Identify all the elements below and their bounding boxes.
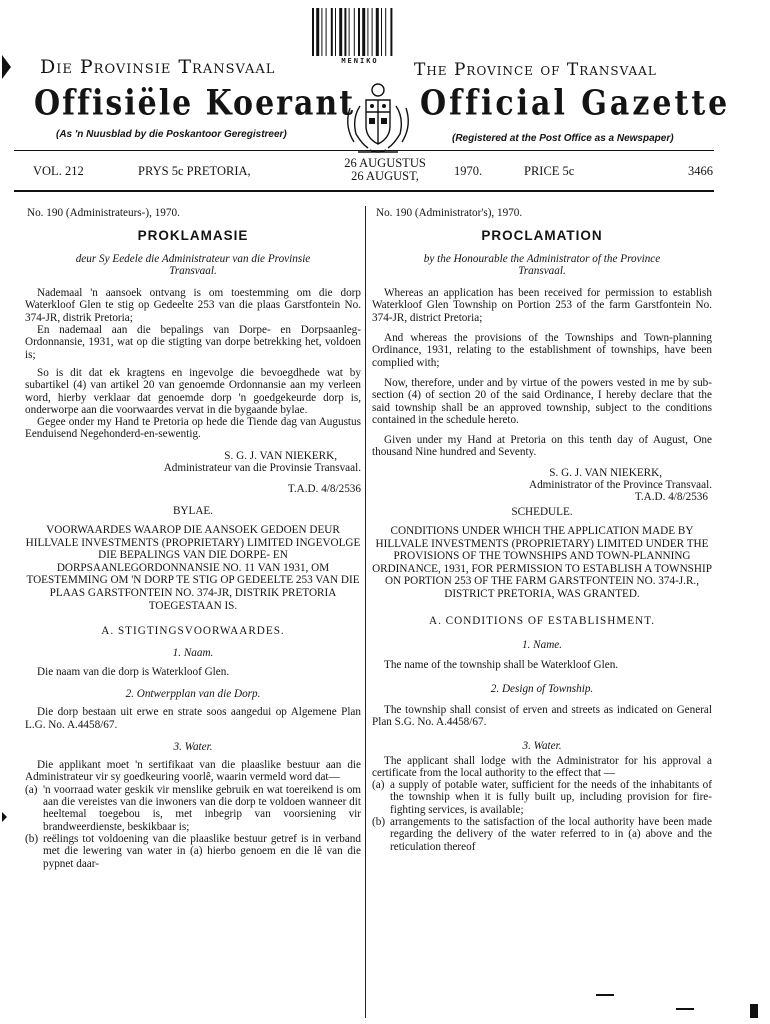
barcode-bar [339,8,342,56]
barcode-text: MENIKO [318,56,402,66]
province-en: The Province of Transvaal [414,60,657,80]
section-heading: A. STIGTINGSVOORWAARDES. [101,625,285,638]
barcode [310,8,410,63]
list-label: (a) [372,779,385,792]
province-af: Die Provinsie Transvaal [40,56,276,78]
schedule-heading: BYLAE. [172,504,214,517]
reference: T.A.D. 4/8/2536 [634,491,708,504]
list-label: (b) [372,816,386,829]
paragraph: Whereas an application has been received for permission to establish Waterkloof Glen Township on Portion 253 of the farm Garstfontein No. 374-JR, district Pretoria; [372,287,712,324]
barcode-bar [358,8,360,56]
barcode-bar [354,8,355,56]
heading: PROKLAMASIE [137,228,249,244]
paragraph: Nademaal 'n aansoek ontvang is om toestemming om die dorp Waterkloof Glen te stig op Gedeelte 253 van die plaas Garstfontein No. 374-JR, distrik Pretoria; [25,287,361,324]
barcode-bar [344,8,346,56]
subsection-heading: 2. Design of Township. [490,683,594,696]
barcode-bar [376,8,379,56]
list-item [25,833,361,870]
title-en: Official Gazette [420,83,731,124]
signature-name: S. G. J. VAN NIEKERK, [224,449,337,462]
paragraph: En nademaal aan die bepalings van Dorpe- en Dorpsaanleg-Ordonnansie, 1931, wat op die stigting van dorpe betrekking het, voldoen is; [25,324,361,361]
signature-name: S. G. J. VAN NIEKERK, [549,466,662,479]
subsection-heading: 3. Water. [173,740,213,753]
subsection-heading: 3. Water. [522,740,562,753]
paragraph: So is dit dat ek kragtens en ingevolge die bevoegdhede wat by subartikel (4) van artikel 20 van genoemde Ordonnansie aan my verleen word, hierby verklaar dat genoemde dorp 'n goedgekeurde dorp is, onderworpe aan die voorwaardes vervat in die bygaande bylae. [25,366,361,416]
scan-artifact [676,1008,694,1010]
paragraph: Die dorp bestaan uit erwe en strate soos aangedui op Algemene Plan L.G. No. A.4458/67. [25,706,361,731]
paragraph: Given under my Hand at Pretoria on this tenth day of August, One thousand Nine hundred and Seventy. [372,434,712,459]
paragraph: And whereas the provisions of the Townships and Town-planning Ordinance, 1931, relating to the establishment of townships, have been complied with; [372,332,712,369]
subtitle-en: (Registered at the Post Office as a Newspaper) [452,133,674,144]
paragraph: The township shall consist of erven and streets as indicated on General Plan S.G. No. A.4458/67. [372,703,712,728]
barcode-bar [335,8,336,56]
rule-bottom [14,190,714,192]
byline: by the Honourable the Administrator of the Province Transvaal. [423,252,661,277]
coat-of-arms-icon [338,78,418,156]
issue-number: 3466 [688,164,713,178]
list-text: arrangements to the satisfaction of the local authority have been made regarding the delivery of the water referred to in (a) above and the reticulation thereof [390,816,712,853]
subsection-heading: 2. Ontwerpplan van die Dorp. [125,687,261,700]
list-item [372,816,712,853]
list-item [372,779,712,816]
column-afrikaans [25,207,361,870]
price-af: PRYS 5c PRETORIA, [138,164,251,178]
column-divider [365,206,366,1018]
list-label: (b) [25,832,39,845]
paragraph: The applicant shall lodge with the Administrator for his approval a certificate from the local authority to the effect that — [372,754,712,779]
volume: VOL. 212 [33,164,84,178]
scan-artifact [750,1004,758,1018]
reference: T.A.D. 4/8/2536 [287,483,361,496]
list-text: 'n voorraad water geskik vir menslike gebruik en wat toereikend is om aan die vereistes van die inwoners van die dorp te voldoen wanneer dit heeltemal toegebou is, met inbegrip van voorsiening vir brandweerdienste, beskikbaar is; [43,783,361,833]
title-af: Offisiële Koerant [34,83,356,124]
year: 1970. [454,164,483,178]
conditions-heading: CONDITIONS UNDER WHICH THE APPLICATION MADE BY HILLVALE INVESTMENTS (PROPRIETARY) LIMITED UNDER THE PROVISIONS OF THE TOWNSHIPS AND TOWN-PLANNING ORDINANCE, 1931, FOR PERMISSION TO ESTABLISH A TOWNSHIP ON PORTION 253 OF THE FARM GARSTFONTEIN NO. 374-J.R., DISTRICT PRETORIA, WAS GRANTED. [372,524,712,600]
scan-artifact [596,994,614,996]
paragraph: Now, therefore, under and by virtue of the powers vested in me by sub-section (4) of section 20 of the said Ordinance, I hereby declare that the said township shall be an approved township, subject to the conditions contained in the schedule hereto. [372,376,712,426]
conditions-heading: VOORWAARDES WAAROP DIE AANSOEK GEDOEN DEUR HILLVALE INVESTMENTS (PROPRIETARY) LIMITED INGEVOLGE DIE BEPALINGS VAN DIE DORPE- EN DORPSAANLEGORDONNANSIE NO. 11 VAN 1931, OM TOESTEMMING OM 'N DORP TE STIG OP GEDEELTE 253 VAN DIE PLAAS GARSTFONTEIN NO. 374-JR, DISTRIK PRETORIA TOEGESTAAN IS. [25,523,361,612]
barcode-bar [349,8,350,56]
barcode-bar [316,8,319,56]
subsection-heading: 1. Name. [521,638,563,651]
paragraph: Die naam van die dorp is Waterkloof Glen. [37,665,230,678]
paragraph: The name of the township shall be Waterkloof Glen. [384,659,619,672]
barcode-bar [390,8,392,56]
subtitle-af: (As 'n Nuusblad by die Poskantoor Geregistreer) [56,129,287,140]
schedule-heading: SCHEDULE. [511,505,573,518]
barcode-bar [312,8,314,56]
list-item [25,784,361,833]
price-en: PRICE 5c [524,164,575,178]
barcode-bar [372,8,373,56]
heading: PROCLAMATION [481,228,603,244]
barcode-bar [321,8,322,56]
list-text: reëlings tot voldoening van die plaaslike bestuur getref is in verband met die lewering van water in (a) hierbo genoem en die lê van die pypnet daar- [43,832,361,870]
barcode-bar [385,8,386,56]
barcode-bar [362,8,365,56]
issue-date [330,157,440,183]
list-label: (a) [25,783,38,796]
section-heading: A. CONDITIONS OF ESTABLISHMENT. [429,614,655,627]
subsection-heading: 1. Naam. [172,647,214,660]
paragraph: Gegee onder my Hand te Pretoria op hede die Tiende dag van Augustus Eenduisend Negehonderd-en-sewentig. [25,416,361,441]
scan-marker-icon [2,812,7,822]
date-af: 26 AUGUSTUS [344,156,426,170]
proclamation-number: No. 190 (Administrator's), 1970. [376,207,523,219]
barcode-bar [367,8,368,56]
signature-title: Administrateur van die Provinsie Transvaal. [163,462,361,475]
column-english [372,207,712,853]
proclamation-number: No. 190 (Administrateurs-), 1970. [27,207,180,219]
barcode-bar [326,8,327,56]
paragraph: Die applikant moet 'n sertifikaat van die plaaslike bestuur aan die Administrateur vir sy goedkeuring voorlê, waarin vermeld word dat— [25,759,361,784]
scan-marker-icon [2,55,11,79]
date-en: 26 AUGUST, [351,169,419,183]
byline: deur Sy Eedele die Administrateur van die Provinsie Transvaal. [75,252,311,277]
rule-top [14,150,714,151]
barcode-bar [331,8,333,56]
barcode-bar [381,8,382,56]
signature-title: Administrator of the Province Transvaal. [528,479,712,492]
list-text: a supply of potable water, sufficient for the needs of the inhabitants of the township when it is fully built up, including provision for fire-fighting services, is available; [390,779,712,816]
